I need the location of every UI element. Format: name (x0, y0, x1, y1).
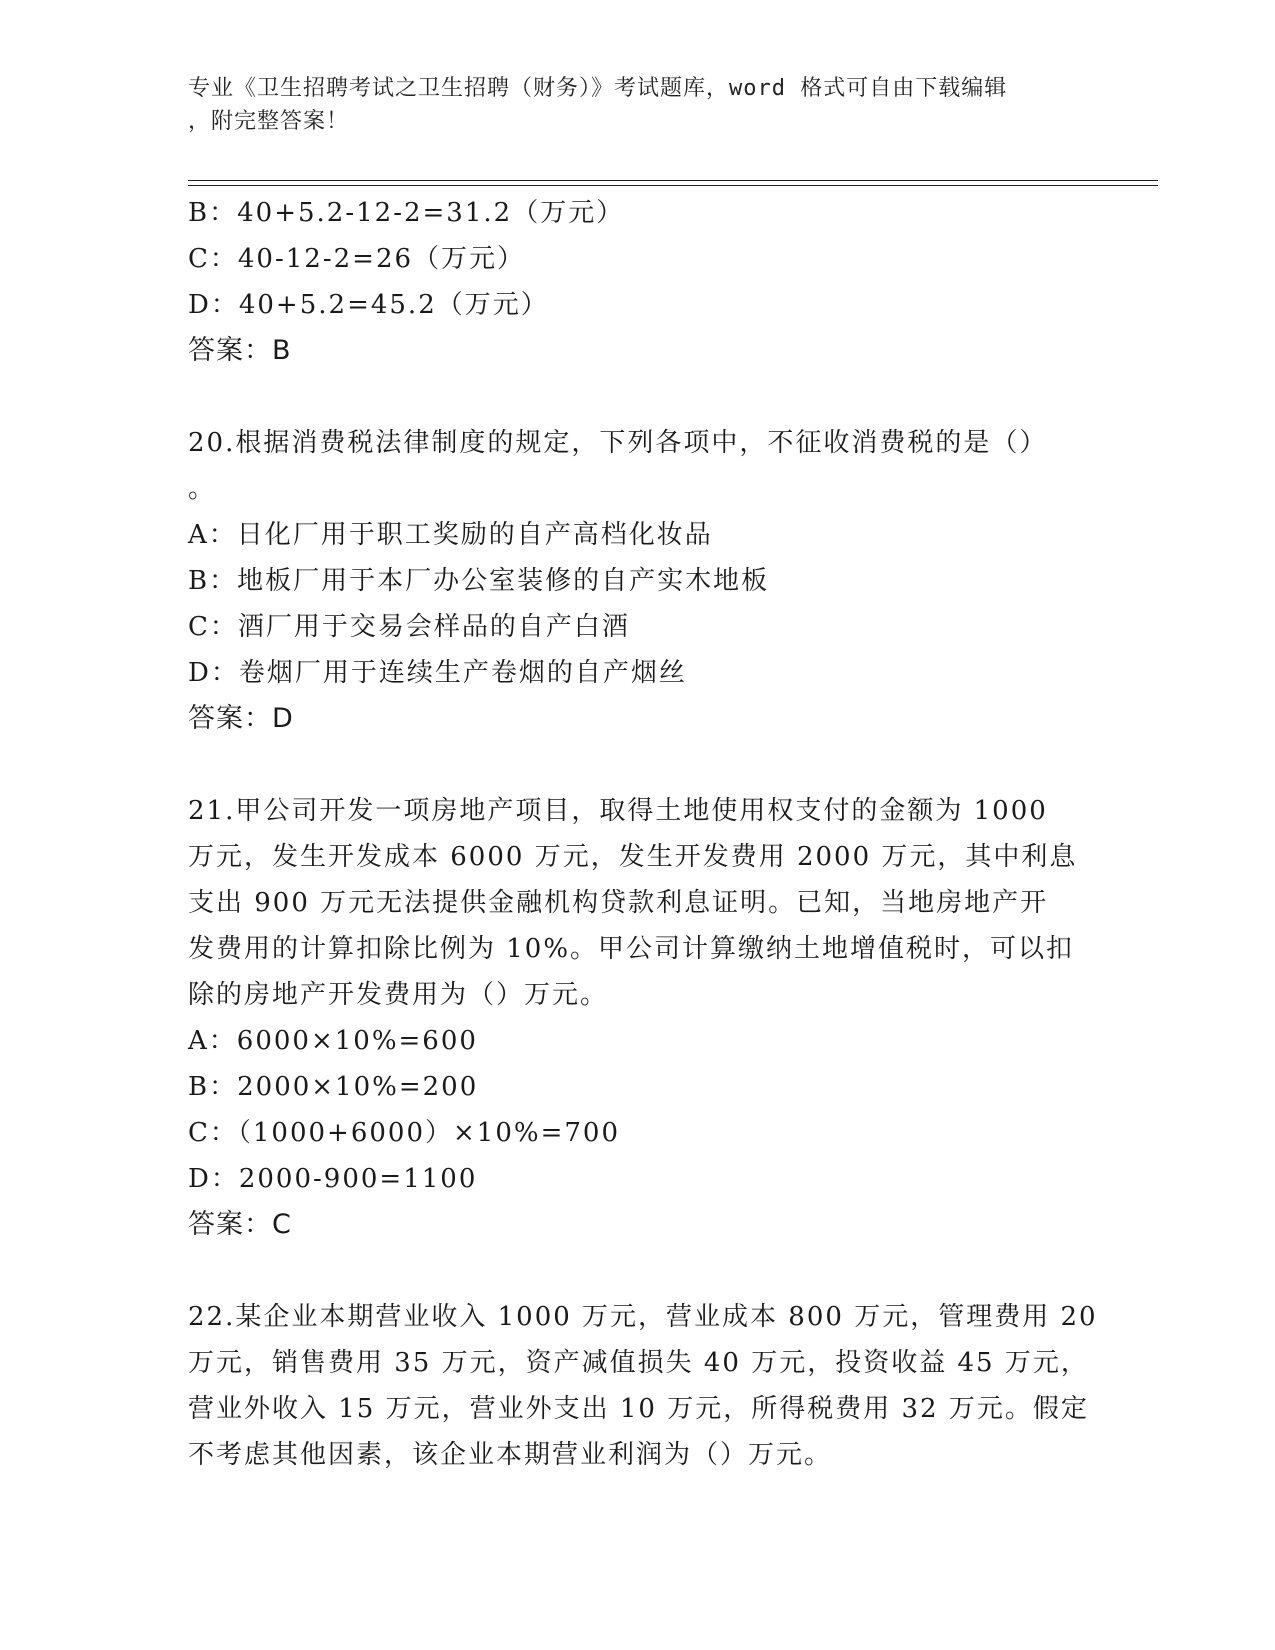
document-header (188, 72, 1088, 138)
prev-question-block (188, 190, 1088, 374)
question-text-line: 20.根据消费税法律制度的规定，下列各项中，不征收消费税的是（） (188, 428, 1048, 458)
header-line-2: ，附完整答案！ (188, 109, 350, 134)
option-b: B：地板厂用于本厂办公室装修的自产实木地板 (188, 566, 770, 596)
option-b: B：2000×10%=200 (188, 1072, 479, 1102)
header-rule-top (188, 180, 1158, 181)
option-d: D：2000-900=1100 (188, 1164, 478, 1194)
question-text-line: 万元，销售费用 35 万元，资产减值损失 40 万元，投资收益 45 万元， (188, 1348, 1089, 1378)
question-content (188, 190, 1098, 1478)
question-text-line: 万元，发生开发成本 6000 万元，发生开发费用 2000 万元，其中利息 (188, 842, 1078, 872)
spacer (188, 374, 1088, 420)
question-text-line: 22.某企业本期营业收入 1000 万元，营业成本 800 万元，管理费用 20 (188, 1302, 1098, 1332)
question-22-block (188, 1294, 1098, 1478)
question-text-line: 不考虑其他因素，该企业本期营业利润为（）万元。 (188, 1440, 833, 1470)
question-text-line: 营业外收入 15 万元，营业外支出 10 万元，所得税费用 32 万元。假定 (188, 1394, 1089, 1424)
option-d: D：40+5.2=45.2（万元） (188, 290, 549, 320)
question-text-line: 21.甲公司开发一项房地产项目，取得土地使用权支付的金额为 1000 (188, 796, 1048, 826)
option-d: D：卷烟厂用于连续生产卷烟的自产烟丝 (188, 658, 687, 688)
question-21-block (188, 788, 1088, 1248)
question-text-line: 。 (188, 474, 217, 504)
option-c: C：（1000+6000）×10%=700 (188, 1118, 621, 1148)
header-rule-bottom (188, 185, 1158, 186)
option-a: A：日化厂用于职工奖励的自产高档化妆品 (188, 520, 713, 550)
question-text-line: 除的房地产开发费用为（）万元。 (188, 980, 609, 1010)
spacer (188, 742, 1088, 788)
answer-line: 答案：D (188, 703, 294, 734)
option-c: C：40-12-2=26（万元） (188, 244, 526, 274)
option-b: B：40+5.2-12-2=31.2（万元） (188, 198, 625, 228)
question-text-line: 支出 900 万元无法提供金融机构贷款利息证明。已知，当地房地产开 (188, 888, 1049, 918)
answer-line: 答案：C (188, 1209, 292, 1240)
answer-line: 答案：B (188, 335, 292, 366)
spacer (188, 1248, 1088, 1294)
question-20-block (188, 420, 1088, 742)
option-c: C：酒厂用于交易会样品的自产白酒 (188, 612, 630, 642)
option-a: A：6000×10%=600 (188, 1026, 478, 1056)
question-text-line: 发费用的计算扣除比例为 10%。甲公司计算缴纳土地增值税时，可以扣 (188, 934, 1075, 964)
header-line-1: 专业《卫生招聘考试之卫生招聘（财务）》考试题库，word 格式可自由下载编辑 (188, 76, 1008, 101)
